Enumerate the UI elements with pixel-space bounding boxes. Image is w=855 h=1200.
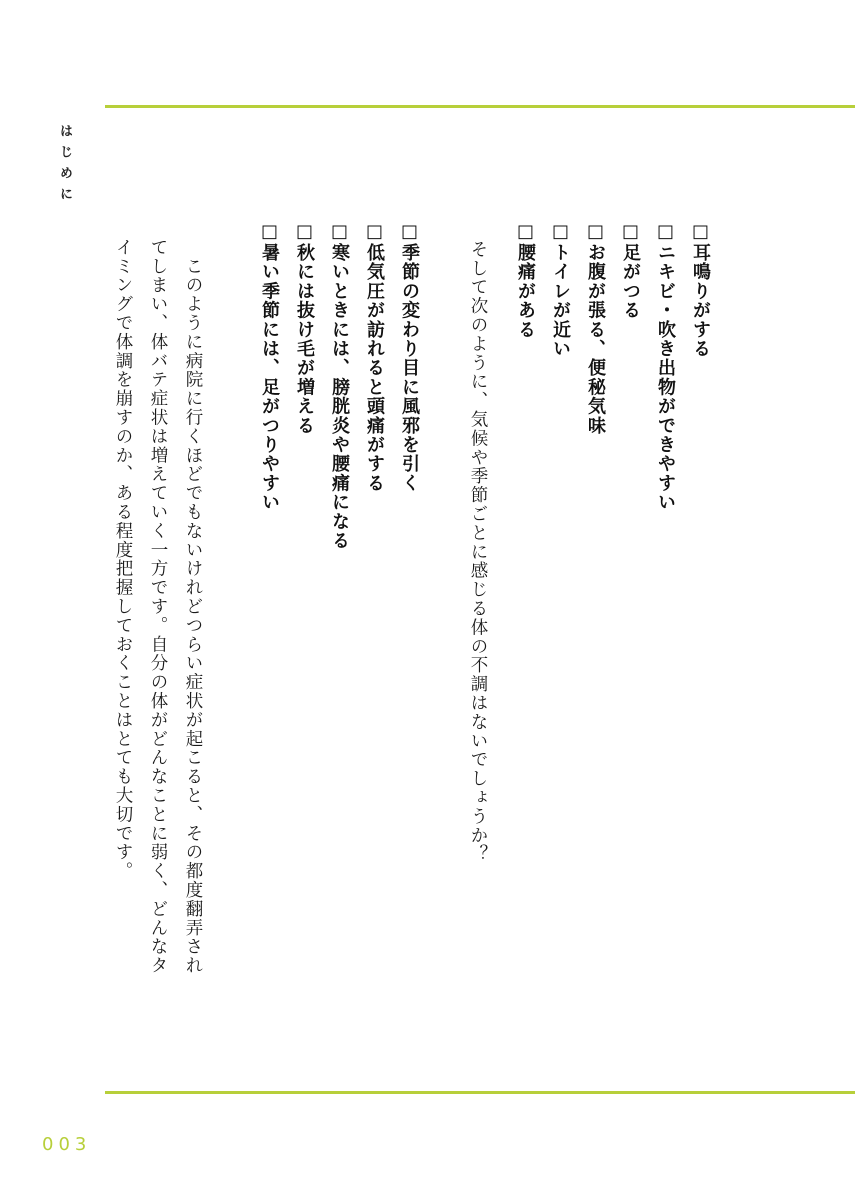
checklist-item: □腰痛がある bbox=[515, 221, 536, 340]
checklist-item: □低気圧が訪れると頭痛がする bbox=[364, 221, 385, 493]
checklist-item: □お腹が張る、便秘気味 bbox=[585, 221, 606, 436]
paragraph-line: イミングで体調を崩すのか、ある程度把握しておくことはとても大切です。 bbox=[113, 238, 133, 881]
paragraph-line: このように病院に行くほどでもないけれどつらい症状が起こると、その都度翻弄され bbox=[183, 238, 203, 976]
checklist-item: □秋には抜け毛が増える bbox=[294, 221, 315, 436]
checklist-item: □耳鳴りがする bbox=[690, 221, 711, 359]
paragraph-line: てしまい、体バテ症状は増えていく一方です。自分の体がどんなことに弱く、どんなタ bbox=[148, 238, 168, 976]
bottom-rule bbox=[105, 1091, 855, 1094]
intro-line: そして次のように、気候や季節ごとに感じる体の不調はないでしょうか？ bbox=[468, 240, 488, 864]
checklist-item: □季節の変わり目に風邪を引く bbox=[399, 221, 420, 493]
checklist-item: □足がつる bbox=[620, 221, 641, 320]
page-number: 003 bbox=[42, 1134, 92, 1155]
checklist-item: □ニキビ・吹き出物ができやすい bbox=[655, 221, 676, 512]
checklist-item: □暑い季節には、足がつりやすい bbox=[259, 221, 280, 512]
checklist-item: □トイレが近い bbox=[550, 221, 571, 359]
top-rule bbox=[105, 105, 855, 108]
checklist-item: □寒いときには、膀胱炎や腰痛になる bbox=[329, 221, 350, 551]
section-label: はじめに bbox=[57, 124, 72, 208]
